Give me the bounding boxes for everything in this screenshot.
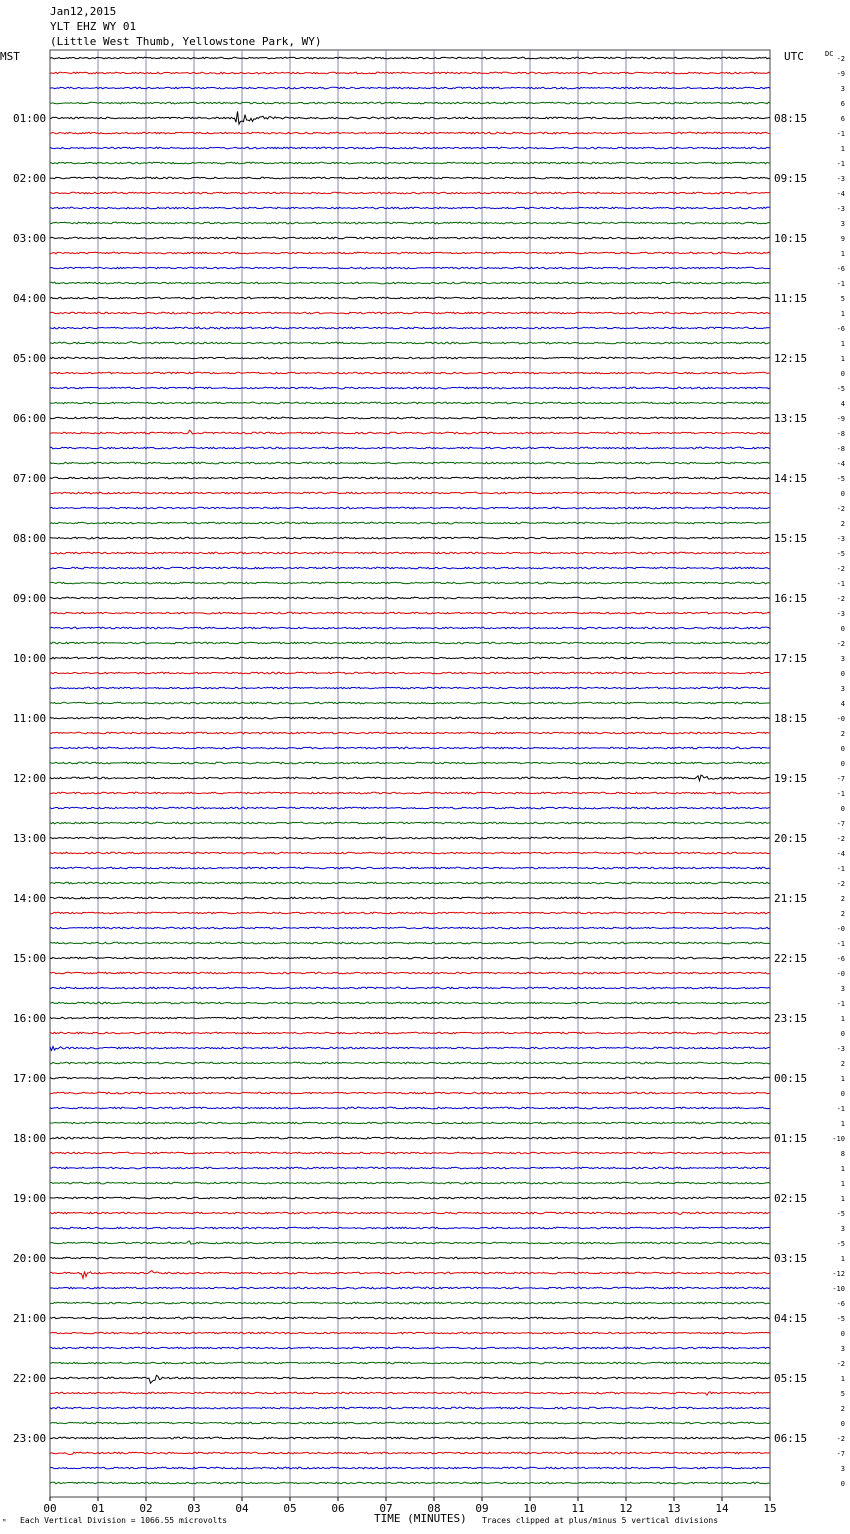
utc-hour-label: 03:15	[774, 1252, 808, 1265]
dc-offset-label: 1	[840, 1375, 845, 1383]
seismic-trace	[50, 1182, 770, 1184]
seismic-trace	[50, 1407, 770, 1409]
mst-hour-label: 12:00	[13, 772, 47, 785]
dc-offset-label: -2	[836, 595, 845, 603]
dc-offset-label: 3	[840, 1345, 845, 1353]
x-tick-label: 14	[715, 1502, 729, 1515]
dc-offset-label: -4	[836, 190, 845, 198]
utc-hour-label: 21:15	[774, 892, 808, 905]
dc-offset-label: -2	[836, 880, 845, 888]
seismic-trace	[50, 1092, 770, 1094]
mst-hour-label: 17:00	[13, 1072, 47, 1085]
seismic-trace	[50, 627, 770, 629]
dc-offset-label: 0	[840, 1030, 845, 1038]
utc-hour-label: 09:15	[774, 172, 808, 185]
seismic-trace	[50, 102, 770, 104]
dc-offset-label: 0	[840, 1330, 845, 1338]
seismic-trace	[50, 1375, 770, 1383]
utc-hour-label: 08:15	[774, 112, 808, 125]
utc-hour-label: 00:15	[774, 1072, 808, 1085]
seismic-trace	[50, 1046, 770, 1050]
mst-hour-label: 22:00	[13, 1372, 47, 1385]
mst-hour-label: 01:00	[13, 112, 47, 125]
mst-hour-label: 03:00	[13, 232, 47, 245]
seismic-trace	[50, 807, 770, 809]
seismic-trace	[50, 1062, 770, 1064]
dc-offset-label: 1	[840, 1165, 845, 1173]
seismic-trace	[50, 687, 770, 689]
dc-offset-label: -4	[836, 850, 845, 858]
dc-offset-label: 3	[840, 685, 845, 693]
seismic-trace	[50, 1167, 770, 1169]
dc-offset-label: 1	[840, 250, 845, 258]
utc-hour-label: 10:15	[774, 232, 808, 245]
mst-hour-label: 04:00	[13, 292, 47, 305]
dc-offset-label: 6	[840, 100, 845, 108]
dc-offset-label: 1	[840, 1255, 845, 1263]
dc-offset-label: 2	[840, 520, 845, 528]
x-tick-label: 09	[475, 1502, 489, 1515]
utc-zone-label: UTC	[784, 50, 804, 63]
seismic-trace	[50, 852, 770, 854]
mst-hour-label: 06:00	[13, 412, 47, 425]
mst-hour-label: 14:00	[13, 892, 47, 905]
seismic-trace	[50, 1137, 770, 1139]
mst-hour-label: 16:00	[13, 1012, 47, 1025]
dc-offset-label: -2	[836, 505, 845, 513]
dc-offset-label: -2	[836, 835, 845, 843]
seismic-trace	[50, 177, 770, 179]
seismic-trace	[50, 972, 770, 974]
dc-offset-label: -1	[836, 1105, 845, 1113]
mst-hour-label: 23:00	[13, 1432, 47, 1445]
seismic-trace	[50, 1122, 770, 1124]
seismic-trace	[50, 341, 770, 343]
seismic-trace	[50, 357, 770, 359]
seismic-trace	[50, 402, 770, 404]
seismic-trace	[50, 792, 770, 794]
dc-offset-label: -2	[836, 640, 845, 648]
dc-offset-label: -12	[832, 1270, 845, 1278]
seismic-trace	[50, 1212, 770, 1214]
seismic-trace	[50, 297, 770, 299]
mst-zone-label: MST	[0, 50, 20, 63]
x-tick-label: 11	[571, 1502, 585, 1515]
dc-offset-label: 0	[840, 1090, 845, 1098]
seismic-trace	[50, 1467, 770, 1469]
dc-offset-label: 2	[840, 1060, 845, 1068]
dc-offset-label: -2	[836, 55, 845, 63]
seismic-trace	[50, 1317, 770, 1319]
mst-hour-label: 21:00	[13, 1312, 47, 1325]
dc-offset-label: -8	[836, 445, 845, 453]
seismic-trace	[50, 567, 770, 569]
dc-offset-label: -5	[836, 385, 845, 393]
x-tick-label: 07	[379, 1502, 393, 1515]
seismic-trace	[50, 612, 770, 614]
dc-offset-label: 3	[840, 1225, 845, 1233]
mst-hour-label: 09:00	[13, 592, 47, 605]
dc-offset-label: 1	[840, 1120, 845, 1128]
seismic-trace	[50, 912, 770, 914]
dc-offset-label: 0	[840, 805, 845, 813]
seismic-trace	[50, 1347, 770, 1349]
dc-offset-label: 5	[840, 1390, 845, 1398]
dc-offset-label: 1	[840, 340, 845, 348]
seismic-trace	[50, 1032, 770, 1034]
seismic-trace	[50, 837, 770, 839]
dc-header-label: DC	[825, 50, 834, 58]
seismic-trace	[50, 702, 770, 704]
seismic-trace	[50, 882, 770, 884]
dc-offset-label: -8	[836, 430, 845, 438]
seismic-trace	[50, 447, 770, 449]
seismic-trace	[50, 1437, 770, 1439]
dc-offset-label: -5	[836, 1210, 845, 1218]
dc-offset-label: -4	[836, 460, 845, 468]
x-tick-label: 12	[619, 1502, 633, 1515]
dc-offset-label: 2	[840, 895, 845, 903]
utc-hour-label: 15:15	[774, 532, 808, 545]
seismic-trace	[50, 387, 770, 389]
seismic-trace	[50, 1002, 770, 1004]
seismic-trace	[50, 1482, 770, 1484]
seismic-trace	[50, 1287, 770, 1289]
seismic-trace	[50, 1257, 770, 1259]
seismic-trace	[50, 162, 770, 164]
dc-offset-label: -9	[836, 70, 845, 78]
utc-hour-label: 05:15	[774, 1372, 808, 1385]
seismic-trace	[50, 237, 770, 239]
seismic-trace	[50, 957, 770, 959]
seismic-trace	[50, 867, 770, 869]
seismic-trace	[50, 492, 770, 494]
utc-hour-label: 14:15	[774, 472, 808, 485]
x-tick-label: 08	[427, 1502, 441, 1515]
mst-hour-label: 18:00	[13, 1132, 47, 1145]
seismic-trace	[50, 672, 770, 674]
seismic-trace	[50, 507, 770, 509]
seismic-trace	[50, 147, 770, 149]
utc-hour-label: 02:15	[774, 1192, 808, 1205]
dc-offset-label: 0	[840, 760, 845, 768]
dc-offset-label: -3	[836, 175, 845, 183]
seismic-trace	[50, 282, 770, 284]
dc-offset-label: -6	[836, 325, 845, 333]
seismic-trace	[50, 1422, 770, 1424]
mst-hour-label: 05:00	[13, 352, 47, 365]
seismic-trace	[50, 312, 770, 314]
seismic-trace	[50, 222, 770, 224]
dc-offset-label: -0	[836, 925, 845, 933]
dc-offset-label: 2	[840, 910, 845, 918]
seismic-trace	[50, 552, 770, 554]
x-tick-label: 05	[283, 1502, 297, 1515]
clip-note: Traces clipped at plus/minus 5 vertical divisions	[482, 1516, 719, 1525]
mst-hour-label: 02:00	[13, 172, 47, 185]
dc-offset-label: -1	[836, 1000, 845, 1008]
dc-offset-label: 0	[840, 370, 845, 378]
seismic-trace	[50, 747, 770, 749]
station-location: (Little West Thumb, Yellowstone Park, WY)	[50, 35, 322, 48]
dc-offset-label: -3	[836, 1045, 845, 1053]
seismic-trace	[50, 1107, 770, 1109]
corner-mark: ᴹ	[2, 1518, 7, 1526]
seismic-trace	[50, 717, 770, 719]
seismic-trace	[50, 477, 770, 479]
utc-hour-label: 20:15	[774, 832, 808, 845]
x-tick-label: 03	[187, 1502, 201, 1515]
seismic-trace	[50, 657, 770, 659]
dc-offset-label: -1	[836, 580, 845, 588]
dc-offset-label: 9	[840, 235, 845, 243]
seismic-trace	[50, 927, 770, 929]
dc-offset-label: 3	[840, 85, 845, 93]
dc-offset-label: 4	[840, 400, 845, 408]
seismic-trace	[50, 597, 770, 599]
seismic-trace	[50, 822, 770, 824]
dc-offset-label: 2	[840, 1405, 845, 1413]
seismic-trace	[50, 192, 770, 194]
dc-offset-label: -10	[832, 1285, 845, 1293]
seismic-trace	[50, 57, 770, 59]
utc-hour-label: 17:15	[774, 652, 808, 665]
seismic-trace	[50, 642, 770, 644]
seismic-trace	[50, 1227, 770, 1229]
dc-offset-label: 4	[840, 700, 845, 708]
utc-hour-label: 11:15	[774, 292, 808, 305]
dc-offset-label: 1	[840, 355, 845, 363]
seismic-trace	[50, 732, 770, 734]
seismic-trace	[50, 72, 770, 74]
dc-offset-label: 0	[840, 670, 845, 678]
dc-offset-label: 1	[840, 1015, 845, 1023]
dc-offset-label: 0	[840, 625, 845, 633]
mst-hour-label: 11:00	[13, 712, 47, 725]
dc-offset-label: 5	[840, 295, 845, 303]
utc-hour-label: 22:15	[774, 952, 808, 965]
dc-offset-label: 3	[840, 1465, 845, 1473]
seismic-trace	[50, 207, 770, 209]
x-tick-label: 06	[331, 1502, 345, 1515]
mst-hour-label: 10:00	[13, 652, 47, 665]
seismic-trace	[50, 942, 770, 944]
seismic-trace	[50, 430, 770, 434]
dc-offset-label: 2	[840, 730, 845, 738]
dc-offset-label: -7	[836, 820, 845, 828]
mst-hour-label: 08:00	[13, 532, 47, 545]
utc-hour-label: 23:15	[774, 1012, 808, 1025]
dc-offset-label: 1	[840, 1180, 845, 1188]
dc-offset-label: 6	[840, 115, 845, 123]
dc-offset-label: -9	[836, 415, 845, 423]
mst-hour-label: 15:00	[13, 952, 47, 965]
dc-offset-label: -7	[836, 775, 845, 783]
dc-offset-label: 3	[840, 655, 845, 663]
seismic-trace	[50, 372, 770, 374]
dc-offset-label: -1	[836, 790, 845, 798]
station-code: YLT EHZ WY 01	[50, 20, 137, 33]
seismic-trace	[50, 267, 770, 269]
seismic-trace	[50, 1077, 770, 1079]
seismic-trace	[50, 582, 770, 584]
x-axis-title: TIME (MINUTES)	[374, 1512, 467, 1525]
seismic-trace	[50, 252, 770, 254]
x-tick-label: 01	[91, 1502, 105, 1515]
seismic-trace	[50, 1152, 770, 1154]
dc-offset-label: -1	[836, 160, 845, 168]
seismic-trace	[50, 522, 770, 524]
dc-offset-label: -5	[836, 550, 845, 558]
seismic-trace	[50, 1271, 770, 1279]
utc-hour-label: 06:15	[774, 1432, 808, 1445]
seismic-trace	[50, 987, 770, 989]
mst-hour-label: 20:00	[13, 1252, 47, 1265]
utc-hour-label: 16:15	[774, 592, 808, 605]
utc-hour-label: 12:15	[774, 352, 808, 365]
seismic-trace	[50, 1017, 770, 1019]
dc-offset-label: -2	[836, 1360, 845, 1368]
seismic-trace	[50, 111, 770, 124]
seismic-trace	[50, 1362, 770, 1364]
dc-offset-label: -6	[836, 265, 845, 273]
dc-offset-label: 3	[840, 220, 845, 228]
x-tick-label: 10	[523, 1502, 537, 1515]
mst-hour-label: 19:00	[13, 1192, 47, 1205]
mst-hour-label: 07:00	[13, 472, 47, 485]
dc-offset-label: -0	[836, 970, 845, 978]
dc-offset-label: -1	[836, 865, 845, 873]
utc-hour-label: 18:15	[774, 712, 808, 725]
seismic-trace	[50, 537, 770, 539]
seismic-trace	[50, 1197, 770, 1199]
dc-offset-label: 8	[840, 1150, 845, 1158]
scale-note: Each Vertical Division = 1066.55 microvolts	[20, 1516, 228, 1525]
dc-offset-label: -3	[836, 610, 845, 618]
dc-offset-label: -1	[836, 130, 845, 138]
dc-offset-label: 0	[840, 1420, 845, 1428]
seismic-trace	[50, 1332, 770, 1334]
seismic-trace	[50, 327, 770, 329]
seismic-trace	[50, 897, 770, 899]
dc-offset-label: 0	[840, 490, 845, 498]
dc-offset-label: 1	[840, 310, 845, 318]
dc-offset-label: -1	[836, 940, 845, 948]
dc-offset-label: -5	[836, 475, 845, 483]
dc-offset-label: 0	[840, 1480, 845, 1488]
dc-offset-label: -0	[836, 715, 845, 723]
dc-offset-label: -6	[836, 955, 845, 963]
x-tick-label: 00	[43, 1502, 57, 1515]
dc-offset-label: -6	[836, 1300, 845, 1308]
x-tick-label: 02	[139, 1502, 153, 1515]
dc-offset-label: 1	[840, 145, 845, 153]
seismic-trace	[50, 1452, 770, 1454]
seismic-trace	[50, 132, 770, 134]
utc-hour-label: 01:15	[774, 1132, 808, 1145]
x-tick-label: 15	[763, 1502, 777, 1515]
dc-offset-label: 0	[840, 745, 845, 753]
seismic-trace	[50, 1302, 770, 1304]
seismic-trace	[50, 1241, 770, 1244]
seismic-trace	[50, 1392, 770, 1396]
seismic-trace	[50, 462, 770, 464]
dc-offset-label: -5	[836, 1240, 845, 1248]
dc-offset-label: -10	[832, 1135, 845, 1143]
x-tick-label: 13	[667, 1502, 681, 1515]
utc-hour-label: 04:15	[774, 1312, 808, 1325]
dc-offset-label: -3	[836, 205, 845, 213]
dc-offset-label: -3	[836, 535, 845, 543]
utc-hour-label: 13:15	[774, 412, 808, 425]
seismic-trace	[50, 417, 770, 419]
dc-offset-label: 1	[840, 1195, 845, 1203]
utc-hour-label: 19:15	[774, 772, 808, 785]
dc-offset-label: -7	[836, 1450, 845, 1458]
seismic-trace	[50, 87, 770, 89]
chart-date: Jan12,2015	[50, 5, 117, 18]
seismic-trace	[50, 762, 770, 764]
x-tick-label: 04	[235, 1502, 249, 1515]
dc-offset-label: -2	[836, 565, 845, 573]
dc-offset-label: -1	[836, 280, 845, 288]
dc-offset-label: 1	[840, 1075, 845, 1083]
mst-hour-label: 13:00	[13, 832, 47, 845]
dc-offset-label: -2	[836, 1435, 845, 1443]
dc-offset-label: 3	[840, 985, 845, 993]
seismic-trace	[50, 775, 770, 781]
dc-offset-label: -5	[836, 1315, 845, 1323]
